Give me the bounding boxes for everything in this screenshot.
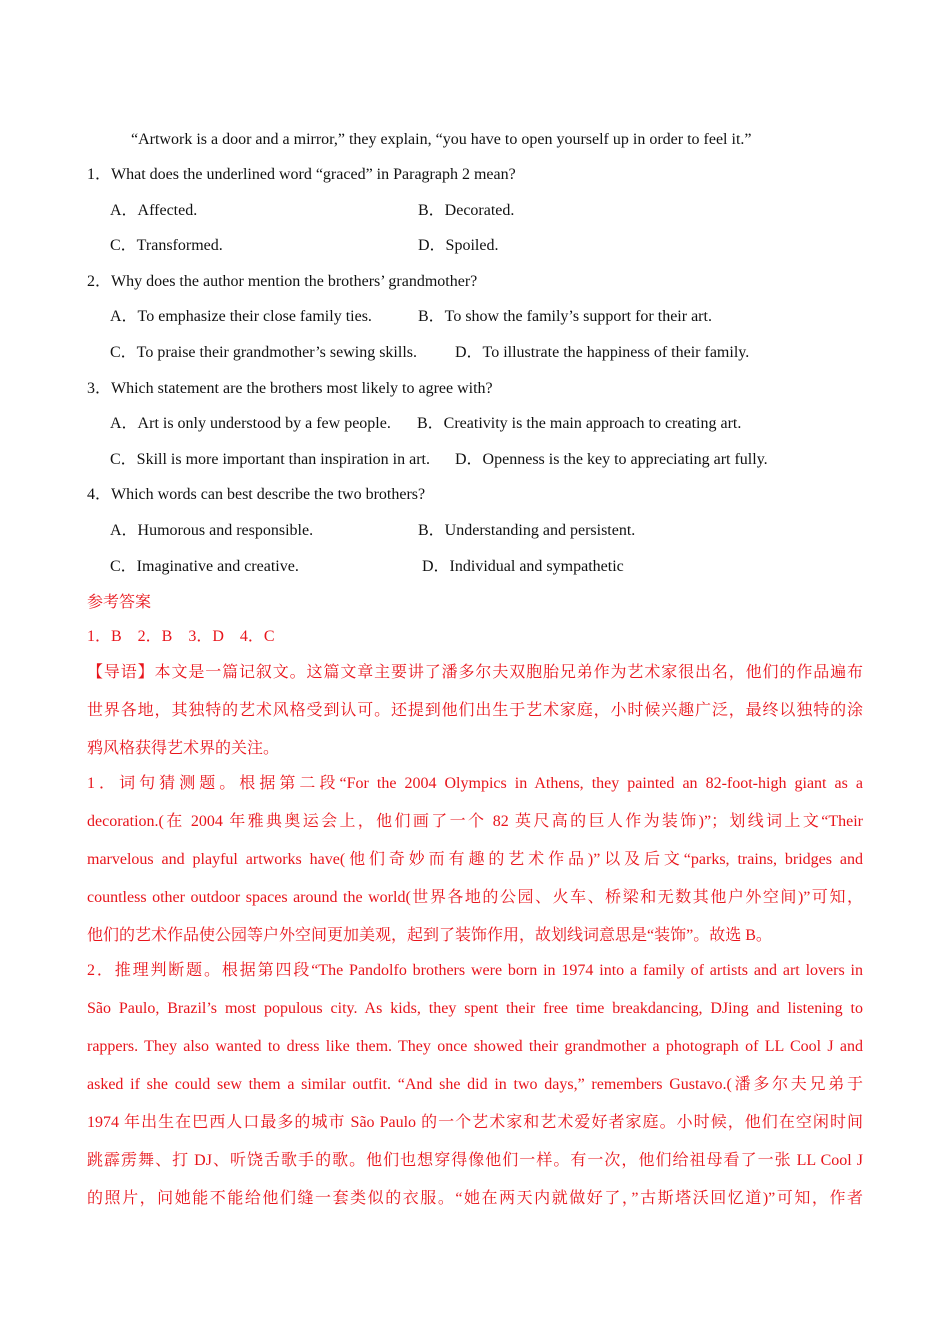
question-4-option-b: B．Understanding and persistent. [418,522,636,539]
explanation-1-line-1: 1．词句猜测题。根据第二段“For the 2004 Olympics in Athens, they painted an 82-foot-high giant as a [87,775,863,792]
explanation-1-line-5: 他们的艺术作品使公园等户外空间更加美观，起到了装饰作用，故划线词意思是“装饰”。故选 B。 [87,927,772,944]
answer-heading: 参考答案 [87,594,152,611]
explanation-1-line-3: marvelous and playful artworks have(他们奇妙而有趣的艺术作品)”以及后文“parks, trains, bridges and [87,851,863,868]
question-2-option-d: D．To illustrate the happiness of their family. [455,344,750,361]
question-4-stem: 4．Which words can best describe the two brothers? [87,486,426,503]
question-2-option-c: C．To praise their grandmother’s sewing skills. [110,344,417,361]
answer-key: 1．B 2．B 3．D 4．C [87,628,275,645]
question-3-option-b: B．Creativity is the main approach to creating art. [417,415,742,432]
question-1-stem: 1．What does the underlined word “graced” in Paragraph 2 mean? [87,166,516,183]
question-1-option-a: A．Affected. [110,202,198,219]
explanation-2-line-1: 2．推理判断题。根据第四段“The Pandolfo brothers were born in 1974 into a family of artists and art lovers in [87,962,863,979]
explanation-2-line-6: 跳霹雳舞、打 DJ、听饶舌歌手的歌。他们也想穿得像他们一样。有一次，他们给祖母看了一张 LL Cool J [87,1152,863,1169]
question-2-option-a: A．To emphasize their close family ties. [110,308,372,325]
explanation-2-line-2: São Paulo, Brazil’s most populous city. As kids, they spent their free time breakdancing, DJing and listening to [87,1000,863,1017]
explanation-2-line-7: 的照片，问她能不能给他们缝一套类似的衣服。“她在两天内就做好了，”古斯塔沃回忆道)”可知，作者 [87,1190,863,1207]
question-2-option-b: B．To show the family’s support for their art. [418,308,712,325]
passage-final-sentence: “Artwork is a door and a mirror,” they explain, “you have to open yourself up in order to feel it.” [131,131,752,148]
guide-line-1: 【导语】本文是一篇记叙文。这篇文章主要讲了潘多尔夫双胞胎兄弟作为艺术家很出名，他们的作品遍布 [87,664,863,681]
question-3-option-d: D．Openness is the key to appreciating art fully. [455,451,768,468]
question-3-option-a: A．Art is only understood by a few people. [110,415,391,432]
guide-line-3: 鸦风格获得艺术界的关注。 [87,740,280,757]
guide-line-2: 世界各地，其独特的艺术风格受到认可。还提到他们出生于艺术家庭，小时候兴趣广泛，最终以独特的涂 [87,702,863,719]
explanation-1-line-4: countless other outdoor spaces around the world(世界各地的公园、火车、桥梁和无数其他户外空间)”可知， [87,889,863,906]
question-4-option-c: C．Imaginative and creative. [110,558,299,575]
question-3-option-c: C．Skill is more important than inspiration in art. [110,451,430,468]
question-1-option-d: D．Spoiled. [418,237,499,254]
explanation-2-line-4: asked if she could sew them a similar outfit. “And she did in two days,” remembers Gustavo.(潘多尔夫兄弟于 [87,1076,863,1093]
question-1-option-c: C．Transformed. [110,237,223,254]
explanation-2-line-5: 1974 年出生在巴西人口最多的城市 São Paulo 的一个艺术家和艺术爱好者家庭。小时候，他们在空闲时间 [87,1114,863,1131]
question-1-option-b: B．Decorated. [418,202,515,219]
explanation-2-line-3: rappers. They also wanted to dress like them. They once showed their grandmother a photograph of LL Cool J and [87,1038,863,1055]
question-4-option-a: A．Humorous and responsible. [110,522,314,539]
question-2-stem: 2．Why does the author mention the brothers’ grandmother? [87,273,478,290]
question-3-stem: 3．Which statement are the brothers most likely to agree with? [87,380,493,397]
explanation-1-line-2: decoration.(在 2004 年雅典奥运会上，他们画了一个 82 英尺高的巨人作为装饰)”；划线词上文“Their [87,813,863,830]
question-4-option-d: D．Individual and sympathetic [422,558,624,575]
